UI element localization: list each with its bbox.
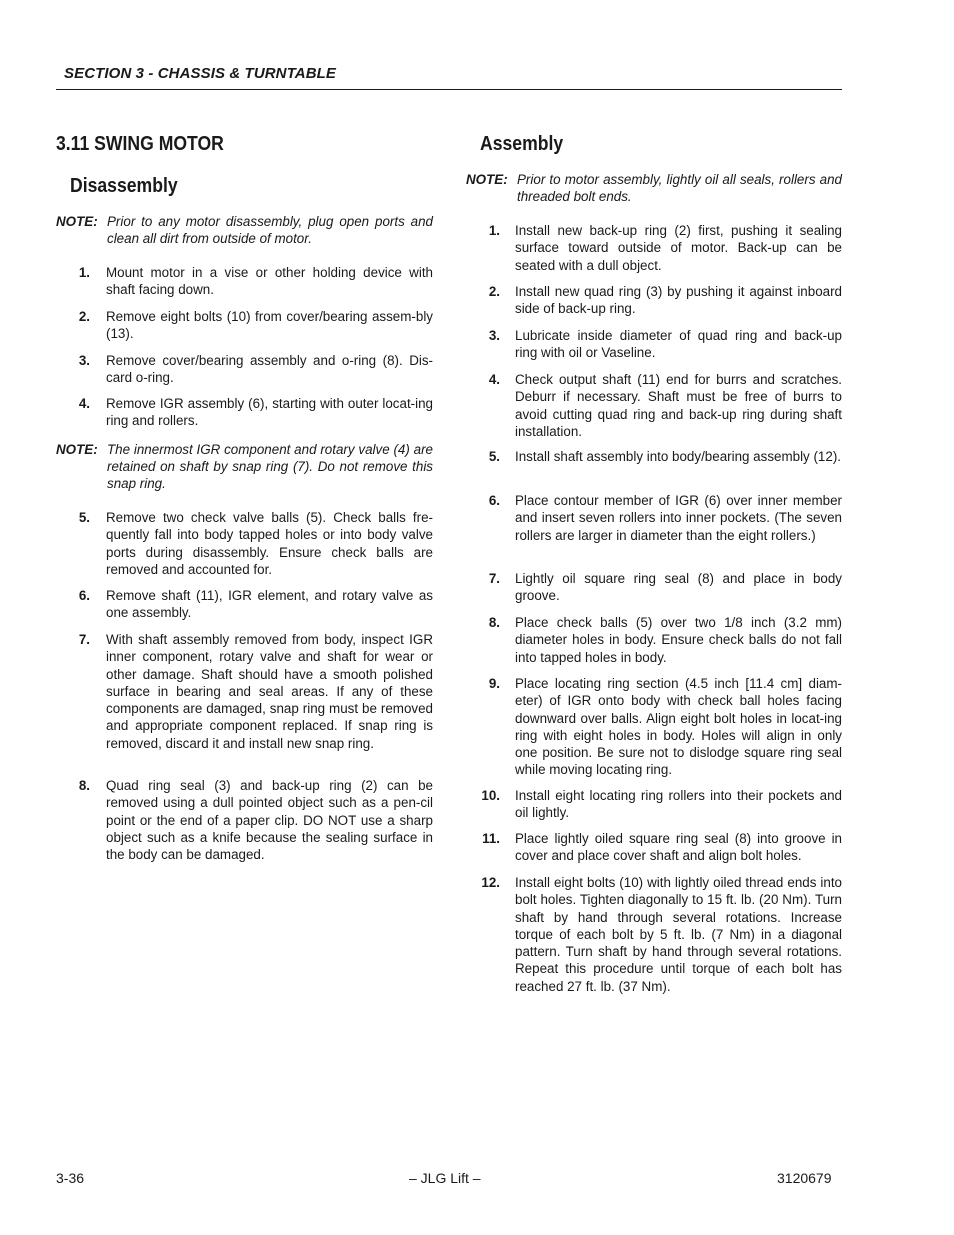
step-number: 2. [78,309,90,324]
step-text: Install new back-up ring (2) first, pushing it sealing surface toward outside of motor. Back-up can be seated with a dull object. [515,223,842,273]
step-text: Quad ring seal (3) and back-up ring (2) can be removed using a dull pointed object such as a pen-cil point or the end of a paper clip. DO NOT use a sharp object such as a knife because the sealing surface in the body can be damaged. [106,778,433,863]
assembly-step-5 [466,448,842,465]
step-text: With shaft assembly removed from body, inspect IGR inner component, rotary valve and shaft for wear or other damage. Shaft should have a smooth polished surface in bearing and seal areas. If any of these components are damaged, snap ring must be removed and appropriate component replaced. If snap ring is removed, discard it and install new snap ring. [106,632,433,751]
step-number: 11. [482,831,500,846]
assembly-step-8 [466,614,842,666]
step-text: Remove IGR assembly (6), starting with outer locat-ing ring and rollers. [106,396,433,429]
assembly-step-2 [466,283,842,318]
step-text: Mount motor in a vise or other holding device with shaft facing down. [106,265,433,298]
step-text: Place lightly oiled square ring seal (8) into groove in cover and place cover shaft and align bolt holes. [515,831,842,864]
assembly-step-6 [466,492,842,544]
assembly-step-4 [466,371,842,440]
step-number: 5. [488,449,500,464]
header-divider [56,89,842,90]
note-label: NOTE: [466,172,508,187]
disassembly-step-8 [56,777,433,863]
step-text: Check output shaft (11) end for burrs and scratches. Deburr if necessary. Shaft must be free of burrs to avoid cutting quad ring and back-up ring during shaft installation. [515,372,842,439]
step-number: 1. [78,265,90,280]
disassembly-step-4 [56,395,433,430]
step-number: 9. [488,676,500,691]
disassembly-step-5 [56,509,433,578]
step-number: 4. [78,396,90,411]
step-number: 5. [78,510,90,525]
assembly-step-12 [466,874,842,995]
disassembly-step-2 [56,308,433,343]
step-text: Remove shaft (11), IGR element, and rotary valve as one assembly. [106,588,433,621]
assembly-step-1 [466,222,842,274]
step-text: Lightly oil square ring seal (8) and place in body groove. [515,571,842,604]
assembly-step-11 [466,830,842,865]
note-label: NOTE: [56,442,98,457]
assembly-step-10 [466,787,842,822]
step-text: Place check balls (5) over two 1/8 inch (3.2 mm) diameter holes in body. Ensure check balls do not fall into tapped holes in body. [515,615,842,665]
footer-center-label: – JLG Lift – [409,1170,481,1186]
section-heading: 3.11 SWING MOTOR [56,133,224,155]
step-text: Remove eight bolts (10) from cover/bearing assem-bly (13). [106,309,433,342]
step-text: Remove two check valve balls (5). Check balls fre-quently fall into body tapped holes or into body valve ports during disassembly. Ensure check balls are removed and accounted for. [106,510,433,577]
step-number: 7. [488,571,500,586]
note-text: The innermost IGR component and rotary valve (4) are retained on shaft by snap ring (7). Do not remove this snap ring. [107,442,433,492]
step-number: 8. [78,778,90,793]
disassembly-note-1 [56,213,433,247]
step-number: 3. [78,353,90,368]
step-number: 6. [488,493,500,508]
disassembly-note-2 [56,441,433,493]
note-text: Prior to motor assembly, lightly oil all seals, rollers and threaded bolt ends. [517,172,842,205]
step-number: 7. [78,632,90,647]
section-header-title: SECTION 3 - CHASSIS & TURNTABLE [64,65,337,82]
step-number: 4. [488,372,500,387]
assembly-step-3 [466,327,842,362]
step-text: Install shaft assembly into body/bearing assembly (12). [515,449,841,464]
note-text: Prior to any motor disassembly, plug open ports and clean all dirt from outside of motor. [107,214,433,247]
step-number: 10. [481,788,500,803]
document-number: 3120679 [777,1170,832,1186]
assembly-heading: Assembly [480,133,564,155]
step-number: 6. [78,588,90,603]
step-number: 8. [488,615,500,630]
step-text: Place contour member of IGR (6) over inner member and insert seven rollers into inner pockets. (The seven rollers are larger in diameter than the eight rollers.) [515,493,842,543]
step-text: Remove cover/bearing assembly and o-ring (8). Dis-card o-ring. [106,353,433,386]
step-text: Lubricate inside diameter of quad ring and back-up ring with oil or Vaseline. [515,328,842,361]
disassembly-step-7 [56,631,433,752]
step-number: 12. [481,875,500,890]
assembly-step-7 [466,570,842,605]
assembly-step-9 [466,675,842,779]
disassembly-step-3 [56,352,433,387]
step-text: Place locating ring section (4.5 inch [11.4 cm] diam-eter) of IGR onto body with check ball holes facing downward over balls. Align eight bolt holes in locat-ing ring with eight holes in body. Holes will align in only one position. Be sure not to dislodge square ring seal while moving locating ring. [515,676,842,778]
step-text: Install eight bolts (10) with lightly oiled thread ends into bolt holes. Tighten diagonally to 15 ft. lb. (20 Nm). Turn shaft by hand through several rotations. Increase torque of each bolt by 5 ft. lb. (7 Nm) in a diagonal pattern. Turn shaft by hand through several rotations. Repeat this procedure until torque of each bolt has reached 27 ft. lb. (37 Nm). [515,875,842,994]
step-text: Install eight locating ring rollers into their pockets and oil lightly. [515,788,842,821]
step-number: 2. [488,284,500,299]
assembly-note [466,171,842,205]
note-label: NOTE: [56,214,98,229]
disassembly-heading: Disassembly [70,175,178,197]
disassembly-step-1 [56,264,433,299]
page-number: 3-36 [56,1170,85,1186]
step-number: 3. [488,328,500,343]
disassembly-step-6 [56,587,433,622]
step-number: 1. [488,223,500,238]
step-text: Install new quad ring (3) by pushing it against inboard side of back-up ring. [515,284,842,317]
